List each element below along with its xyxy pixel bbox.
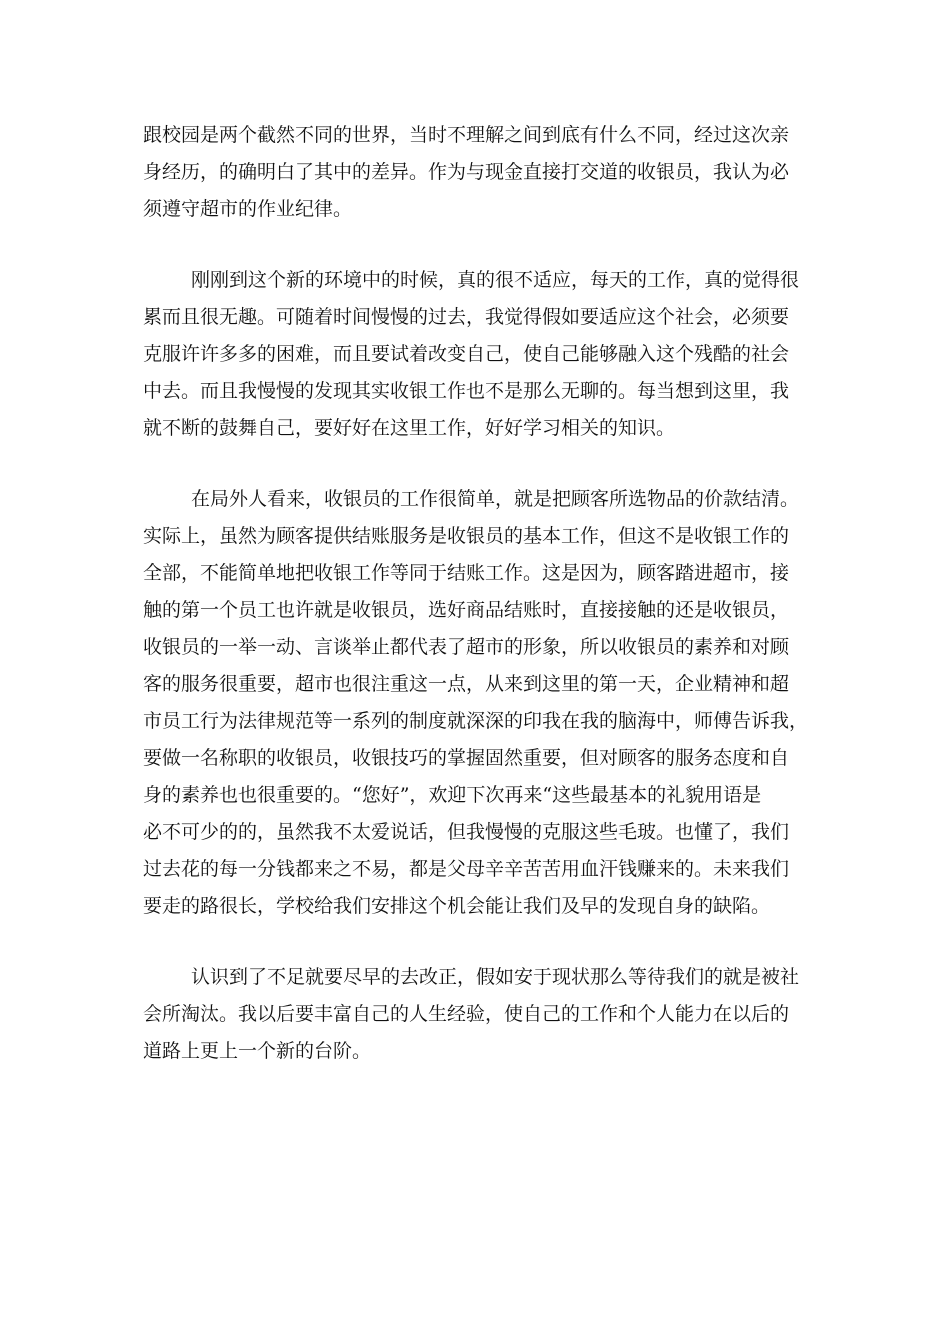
paragraph-3-line-10: 必不可少的的，虽然我不太爱说话，但我慢慢的克服这些毛玻。也懂了，我们 [143, 821, 790, 843]
paragraph-3-line-2: 实际上，虽然为顾客提供结账服务是收银员的基本工作，但这不是收银工作的 [143, 525, 790, 547]
paragraph-3-line-11: 过去花的每一分钱都来之不易，都是父母辛辛苦苦用血汗钱赚来的。未来我们 [143, 858, 790, 880]
paragraph-3-line-6: 客的服务很重要，超市也很注重这一点，从来到这里的第一天，企业精神和超 [143, 673, 790, 695]
paragraph-3-line-1: 在局外人看来，收银员的工作很简单，就是把顾客所选物品的价款结清。 [191, 488, 800, 510]
paragraph-2-line-3: 克服许许多多的困难，而且要试着改变自己，使自己能够融入这个残酷的社会 [143, 343, 790, 365]
paragraph-4-line-1: 认识到了不足就要尽早的去改正，假如安于现状那么等待我们的就是被社 [191, 966, 800, 988]
paragraph-1-line-1: 跟校园是两个截然不同的世界，当时不理解之间到底有什么不同，经过这次亲 [143, 124, 790, 146]
paragraph-3-line-12: 要走的路很长，学校给我们安排这个机会能让我们及早的发现自身的缺陷。 [143, 895, 771, 917]
paragraph-3-line-5: 收银员的一举一动、言谈举止都代表了超市的形象，所以收银员的素养和对顾 [143, 636, 790, 658]
paragraph-2-line-5: 就不断的鼓舞自己，要好好在这里工作，好好学习相关的知识。 [143, 417, 676, 439]
paragraph-2-line-4: 中去。而且我慢慢的发现其实收银工作也不是那么无聊的。每当想到这里，我 [143, 380, 790, 402]
paragraph-2-line-1: 刚刚到这个新的环境中的时候，真的很不适应，每天的工作，真的觉得很 [191, 269, 800, 291]
paragraph-3-line-8: 要做一名称职的收银员，收银技巧的掌握固然重要，但对顾客的服务态度和自 [143, 747, 790, 769]
paragraph-3-line-9: 身的素养也也很重要的。“您好”，欢迎下次再来“这些最基本的礼貌用语是 [143, 784, 762, 806]
paragraph-2-line-2: 累而且很无趣。可随着时间慢慢的过去，我觉得假如要适应这个社会，必须要 [143, 306, 790, 328]
paragraph-4-line-2: 会所淘汰。我以后要丰富自己的人生经验，使自己的工作和个人能力在以后的 [143, 1003, 790, 1025]
paragraph-3-line-3: 全部，不能简单地把收银工作等同于结账工作。这是因为，顾客踏进超市，接 [143, 562, 790, 584]
paragraph-1-line-2: 身经历，的确明白了其中的差异。作为与现金直接打交道的收银员，我认为必 [143, 161, 790, 183]
paragraph-3-line-4: 触的第一个员工也许就是收银员，选好商品结账时，直接接触的还是收银员， [143, 599, 790, 621]
paragraph-1-line-3: 须遵守超市的作业纪律。 [143, 198, 353, 220]
paragraph-3-line-7: 市员工行为法律规范等一系列的制度就深深的印我在我的脑海中，师傅告诉我， [143, 710, 809, 732]
paragraph-4-line-3: 道路上更上一个新的台阶。 [143, 1040, 372, 1062]
